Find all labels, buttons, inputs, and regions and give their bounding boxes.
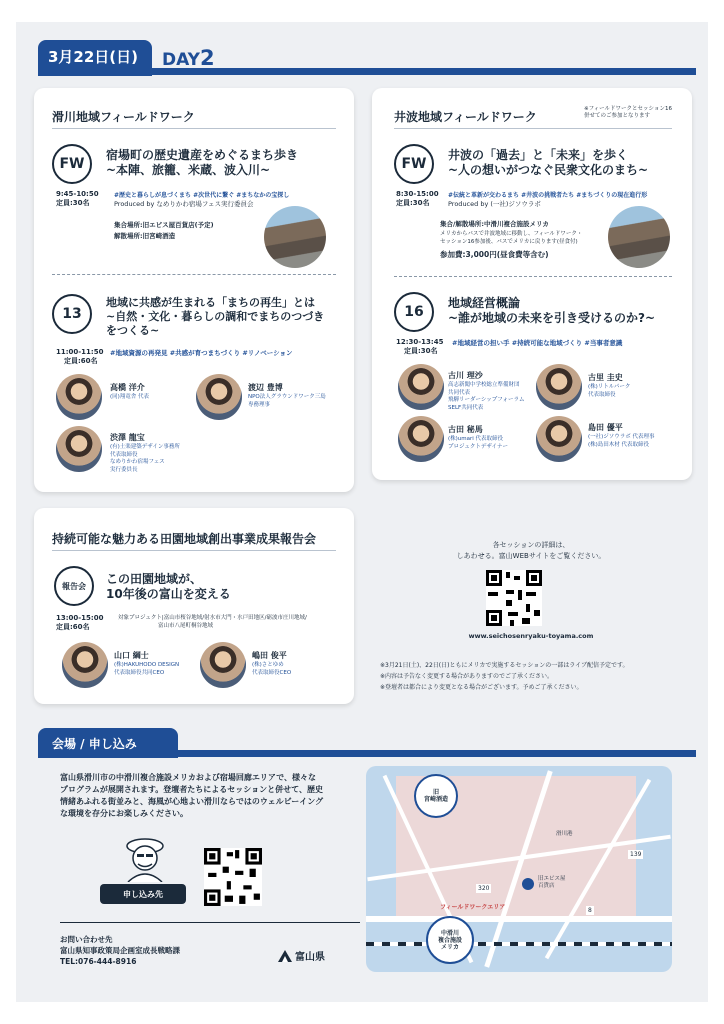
role-line: 代表取締役: [588, 391, 616, 398]
info-line: 各セッションの詳細は、: [492, 541, 570, 549]
speaker-role: (同)翔竜舎 代表: [110, 394, 150, 400]
badge-text: FW: [59, 156, 85, 172]
card-note: [584, 106, 672, 120]
role-line: SELF共同代表: [448, 404, 484, 411]
speaker-name: 古田 秘馬: [448, 425, 483, 434]
note-line: 併せてのご参加となります: [584, 113, 651, 119]
pin-label: 旧: [432, 789, 439, 796]
mountain-icon: [278, 950, 292, 962]
badge-number: 13: [62, 306, 82, 322]
pin-label: 中滑川: [440, 929, 459, 937]
role-line: プロジェクトデザイナー: [448, 443, 509, 450]
speaker-photo: [200, 642, 246, 688]
role-line: 代表取締役CEO: [252, 669, 292, 676]
role-line: 専務理事: [248, 401, 271, 408]
session-16-time: [396, 338, 443, 356]
role-line: 実行委員長: [110, 466, 138, 473]
card-title: 井波地域フィールドワーク: [394, 110, 537, 124]
day-label: [162, 46, 215, 70]
title-line2: 10年後の富山を変える: [106, 587, 231, 601]
speaker-name: 山口 綱士: [114, 651, 149, 660]
role-line: (株)リトルパーク: [588, 384, 631, 390]
title-line1: 地域に共感が生まれる「まちの再生」とは: [106, 296, 315, 309]
title-line3: をつくる~: [106, 324, 160, 337]
role-line: NPO法人グラウンドワーク三島: [248, 394, 326, 400]
role-line: (株)島田木材 代表取締役: [588, 441, 650, 448]
area-label: フィールドワークエリア: [440, 904, 506, 911]
section-divider: [52, 274, 336, 275]
project-line: 富山市八尾町桐谷地域: [158, 623, 214, 629]
fieldwork-badge: [394, 144, 434, 184]
speaker-role: [448, 436, 508, 451]
bus-info: [440, 231, 582, 246]
report-time: [56, 614, 103, 632]
fieldwork-badge: [52, 144, 92, 184]
section-divider: [394, 276, 672, 277]
pin-label: 複合施設: [437, 936, 462, 944]
session-13-time: [56, 348, 103, 366]
role-line: なめりかわ宿場フェス: [110, 459, 165, 465]
info-text: [406, 540, 656, 562]
speaker-name: 島田 優平: [588, 423, 623, 432]
card-inami: [372, 88, 692, 480]
producer-text: Produced by なめりかわ宿場フェス実行委員会: [114, 200, 254, 208]
speaker-photo: [196, 374, 242, 420]
speaker-role: [252, 662, 291, 677]
meeting-place: 集合場所:旧エビス屋百貨店(予定): [114, 221, 214, 229]
apply-button[interactable]: 申し込み先: [100, 884, 186, 904]
session-16-badge: [394, 292, 434, 332]
role-line: (株)umari 代表取締役: [448, 436, 504, 442]
time-text: 9:45-10:50: [56, 190, 99, 198]
apply-qr-code[interactable]: [204, 848, 262, 906]
title-line1: この田園地域が、: [106, 572, 203, 586]
map-pin-miyazaki[interactable]: [414, 774, 458, 818]
pin-label: 宮崎酒造: [423, 796, 448, 803]
day-label-text: DAY: [162, 50, 200, 70]
session-tags: #伝統と革新が交わるまち #井波の挑戦者たち #まちづくりの現在進行形: [448, 192, 648, 199]
session-16-tags: #地域経営の担い手 #持続可能な地域づくり #当事者意識: [452, 339, 623, 347]
speaker-photo: [536, 416, 582, 462]
speaker-name: 嶋田 俊平: [252, 651, 287, 660]
role-line: 共同代表: [448, 389, 471, 396]
meeting-place: 集合/解散場所:中滑川複合施設メリカ: [440, 220, 549, 228]
card-title: 持続可能な魅力ある田園地域創出事業成果報告会: [52, 532, 317, 546]
title-line2: ~誰が地域の未来を引き受けるのか?~: [448, 311, 656, 325]
speaker-name: 高橋 洋介: [110, 383, 145, 392]
role-line: (株)さとゆめ: [252, 662, 284, 668]
website-qr-code[interactable]: [486, 570, 542, 626]
map-pin-merica[interactable]: [426, 916, 474, 964]
speaker-photo: [398, 364, 444, 410]
contact-line: 富山県知事政策局企画室成長戦略課: [60, 946, 180, 955]
role-line: (株)HAKUHODO DESIGN: [114, 662, 180, 668]
role-line: (一社)ジソウラボ 代表理事: [588, 434, 655, 440]
card-title: 滑川地域フィールドワーク: [52, 110, 195, 124]
speaker-role: [114, 662, 179, 677]
capacity-text: 定員:60名: [56, 623, 90, 631]
speaker-photo: [398, 416, 444, 462]
speaker-name: 古里 圭史: [588, 373, 623, 382]
badge-text: 報告会: [62, 581, 86, 591]
speaker-name: 古川 理沙: [448, 371, 483, 380]
session-13-tags: #地域資源の再発見 #共感が育つまちづくり #リノベーション: [110, 349, 293, 357]
role-line: (有)土楽建築デザイン事務所: [110, 444, 180, 450]
day-number: 2: [199, 46, 215, 70]
speaker-name: 渡辺 豊博: [248, 383, 283, 392]
session-title: [448, 148, 684, 178]
mascot-illustration: [120, 836, 170, 882]
contact-info: [60, 934, 180, 967]
title-line1: 地域経営概論: [448, 296, 521, 310]
capacity-text: 定員:30名: [56, 199, 90, 207]
speaker-role: [110, 444, 180, 474]
session-time: [56, 190, 99, 208]
role-line: 代表取締役共同CEO: [114, 669, 165, 676]
note-line: ※登壇者は都合により変更となる場合がございます。予めご了承ください。: [380, 684, 583, 691]
session-13-badge: [52, 294, 92, 334]
time-text: 12:30-13:45: [396, 338, 444, 346]
card-title-rule: [394, 128, 672, 129]
bus-line: メリカからバスで井波地域に移動し、フィールドワーク・: [440, 231, 583, 237]
report-title: [106, 572, 326, 602]
store-marker: [522, 878, 534, 890]
contact-line: お問い合わせ先: [60, 935, 113, 944]
session-title-line2: ~本陣、旅籠、米蔵、波入川~: [106, 163, 271, 177]
desc-line: 情緒あふれる街並みと、海風が心地よい滑川ならではのウェルビーイング: [60, 797, 324, 806]
route-number: 139: [630, 851, 642, 858]
title-line2: ~自然・文化・暮らしの調和でまちのつづき: [106, 310, 325, 323]
desc-line: プログラムが展開されます。登壇者たちによるセッションと併せて、歴史: [60, 785, 323, 794]
notes: [380, 660, 628, 693]
capacity-text: 定員:60名: [64, 357, 98, 365]
project-line: 対象プロジェクト|富山市桜谷地域/射水市大門・水戸田地区/砺波市庄川地域/: [118, 615, 307, 621]
desc-line: 富山県滑川市の中滑川複合施設メリカおよび宿場回廊エリアで、様々な: [60, 773, 316, 782]
fee-text: 参加費:3,000円(昼食費等含む): [440, 250, 549, 259]
area-map[interactable]: [366, 766, 672, 972]
card-title-rule: [52, 550, 336, 551]
time-text: 8:30-15:00: [396, 190, 439, 198]
store-line: 百貨店: [538, 883, 555, 889]
mascot-icon: [120, 836, 170, 882]
note-line: ※フィールドワークとセッション16: [584, 106, 672, 112]
contact-rule: [60, 922, 360, 923]
speaker-role: [448, 382, 524, 412]
capacity-text: 定員:30名: [396, 199, 430, 207]
session-title: [106, 148, 346, 178]
venue-header: [38, 728, 698, 758]
port-label: 滑川港: [556, 831, 573, 837]
map-road: [366, 916, 672, 922]
toyama-logo: [278, 948, 325, 963]
title-line2: ~人の想いがつなぐ民衆文化のまち~: [448, 163, 649, 177]
speaker-photo: [536, 364, 582, 410]
card-report: [34, 508, 354, 704]
session-title-line1: 宿場町の歴史遺産をめぐるまち歩き: [106, 148, 299, 162]
card-namerikawa: [34, 88, 354, 492]
website-url[interactable]: www.seichosenryaku-toyama.com: [468, 632, 594, 640]
role-line: 代表取締役: [110, 451, 138, 458]
badge-text: FW: [401, 156, 427, 172]
town-photo: [264, 206, 326, 268]
note-line: ※内容は予告なく変更する場合がありますのでご了承ください。: [380, 673, 554, 680]
session-13-title: [106, 296, 352, 338]
desc-line: な環境を存分にお楽しみください。: [60, 809, 188, 818]
title-line1: 井波の「過去」と「未来」を歩く: [448, 148, 629, 162]
capacity-text: 定員:30名: [404, 347, 438, 355]
time-text: 11:00-11:50: [56, 348, 104, 356]
qr-icon: [486, 570, 542, 626]
railway: [366, 942, 672, 946]
venue-header-title: 会場 / 申し込み: [38, 728, 178, 758]
speaker-role: [588, 434, 655, 449]
route-number: 320: [478, 885, 490, 892]
session-16-title: [448, 296, 684, 326]
inami-photo: [608, 206, 670, 268]
day-header: [38, 40, 698, 76]
pin-label: メリカ: [441, 943, 459, 951]
role-line: 飛騨リーダーシップフォーラム: [448, 397, 525, 403]
role-line: 高志新聞中学校総立準備財団: [448, 382, 520, 388]
bus-line: セッション16参加後、バスでメリカに戻ります(昼食付): [440, 238, 578, 245]
day-date: 3月22日(日): [38, 40, 152, 76]
session-time: [396, 190, 439, 208]
store-line: 旧エビス屋: [538, 876, 566, 882]
card-title-rule: [52, 128, 336, 129]
badge-number: 16: [404, 304, 424, 320]
dismissal-place: 解散場所:旧宮崎酒造: [114, 232, 176, 240]
venue-description: [60, 772, 356, 820]
speaker-role: [248, 394, 326, 409]
speaker-photo: [56, 426, 102, 472]
note-line: ※3月21日(土)、22日(日)ともにメリカで実施するセッションの一部はライブ配信予定です。: [380, 662, 629, 669]
speaker-role: [588, 384, 630, 399]
qr-icon: [204, 848, 262, 906]
speaker-name: 渋澤 龍宝: [110, 433, 145, 442]
report-badge: [54, 566, 94, 606]
project-list: [118, 614, 307, 630]
session-tags: #歴史と暮らしが息づくまち #次世代に繋ぐ #まちなかの宝探し: [114, 192, 290, 199]
contact-line: TEL:076-444-8916: [60, 957, 137, 966]
info-line: しあわせる。富山WEBサイトをご覧ください。: [456, 552, 606, 560]
speaker-photo: [56, 374, 102, 420]
logo-text: 富山県: [295, 952, 325, 963]
speaker-photo: [62, 642, 108, 688]
route-number: 8: [588, 907, 592, 914]
store-label: [538, 876, 566, 890]
time-text: 13:00-15:00: [56, 614, 104, 622]
producer-text: Produced by (一社)ジソウラボ: [448, 200, 541, 208]
